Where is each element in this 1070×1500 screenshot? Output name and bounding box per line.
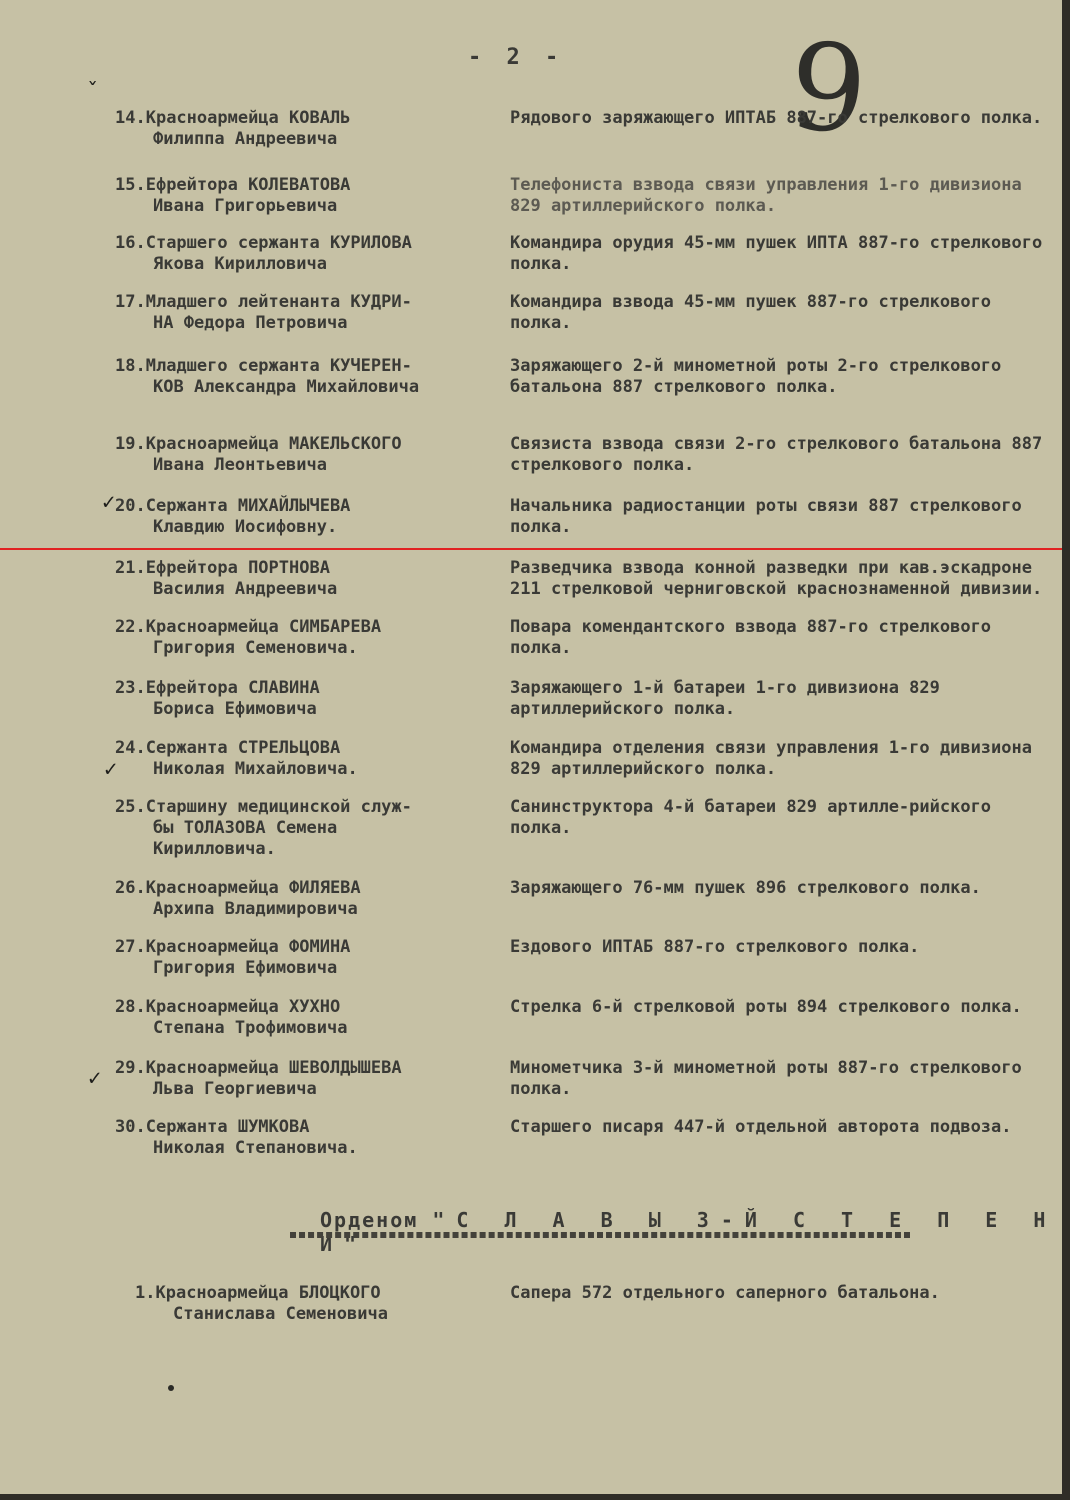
recipient-name: Льва Георгиевича: [153, 1079, 317, 1099]
recipient-position: Связиста взвода связи 2-го стрелкового батальона 887 стрелкового полка.: [510, 434, 1043, 475]
entry-number: 27.: [115, 937, 146, 957]
heading-underline: [290, 1232, 910, 1238]
recipient-name: Григория Ефимовича: [153, 958, 338, 978]
entry-number: 24.: [115, 738, 146, 758]
recipient-name: Григория Семеновича.: [153, 638, 358, 658]
recipient: [115, 233, 500, 275]
recipient-position: Разведчика взвода конной разведки при кав.эскадроне 211 стрелковой черниговской краснознаменной дивизии.: [510, 558, 1043, 599]
recipient-name: Архипа Владимировича: [153, 899, 358, 919]
recipient-rank-surname: Красноармейца СИМБАРЕВА: [145, 617, 382, 637]
margin-mark: ˇ: [86, 80, 100, 105]
recipient-name: Степана Трофимовича: [153, 1018, 348, 1038]
recipient-name: Клавдию Иосифовну.: [153, 517, 338, 537]
recipient-name: Ивана Григорьевича: [153, 196, 338, 216]
recipient: [115, 997, 500, 1039]
entry-number: 17.: [115, 292, 146, 312]
recipient-name: НА Федора Петровича: [153, 313, 348, 333]
entry-number: 14.: [115, 108, 146, 128]
recipient-position: Рядового заряжающего ИПТАБ 887-го стрелкового полка.: [510, 108, 1043, 128]
recipient-position: Старшего писаря 447-й отдельной авторота подвоза.: [510, 1117, 1012, 1137]
entry-number: 18.: [115, 356, 146, 376]
recipient-name: Николая Степановича.: [153, 1138, 358, 1158]
recipient-position: Командира отделения связи управления 1-го дивизиона 829 артиллерийского полка.: [510, 738, 1032, 779]
recipient-rank-surname: Красноармейца ФИЛЯЕВА: [145, 878, 361, 898]
margin-mark: ✓: [102, 490, 116, 515]
entry-number: 21.: [115, 558, 146, 578]
section-heading-prefix: Орденом: [320, 1208, 419, 1232]
recipient-rank-surname: Сержанта МИХАЙЛЫЧЕВА: [145, 496, 351, 516]
recipient: [115, 558, 500, 600]
entry-number: 28.: [115, 997, 146, 1017]
entry-number: 30.: [115, 1117, 146, 1137]
recipient-position: Заряжающего 2-й минометной роты 2-го стрелкового батальона 887 стрелкового полка.: [510, 356, 1002, 397]
recipient-rank-surname: Сержанта СТРЕЛЬЦОВА: [145, 738, 341, 758]
recipient: [115, 434, 500, 476]
recipient: [115, 738, 500, 780]
recipient: [115, 175, 500, 217]
recipient-rank-surname: Красноармейца КОВАЛЬ: [145, 108, 351, 128]
recipient-position: Заряжающего 76-мм пушек 896 стрелкового полка.: [510, 878, 981, 898]
recipient: [115, 356, 500, 398]
recipient: [115, 1117, 500, 1159]
entry-number: 29.: [115, 1058, 146, 1078]
entry-number: 26.: [115, 878, 146, 898]
recipient-position: Заряжающего 1-й батареи 1-го дивизиона 829 артиллерийского полка.: [510, 678, 940, 719]
recipient: [115, 496, 500, 538]
entry-number: 20.: [115, 496, 146, 516]
handwritten-folio-number: 9: [785, 17, 872, 162]
recipient-rank-surname: Сержанта ШУМКОВА: [145, 1117, 310, 1137]
recipient: [115, 937, 500, 979]
recipient: [135, 1283, 520, 1325]
recipient-name: Бориса Ефимовича: [153, 699, 317, 719]
recipient-position: Минометчика 3-й минометной роты 887-го стрелкового полка.: [510, 1058, 1022, 1099]
ink-dot: [168, 1385, 174, 1391]
entry-number: 19.: [115, 434, 146, 454]
section-heading-title: "С Л А В Ы 3-Й С Т Е П Е Н И": [320, 1208, 1058, 1256]
recipient: [115, 678, 500, 720]
recipient-rank-surname: Красноармейца МАКЕЛЬСКОГО: [145, 434, 402, 454]
recipient-rank-surname: Красноармейца ШЕВОЛДЫШЕВА: [145, 1058, 402, 1078]
red-marker-line: [0, 548, 1066, 550]
recipient-position: Ездового ИПТАБ 887-го стрелкового полка.: [510, 937, 920, 957]
recipient-name: бы ТОЛАЗОВА Семена: [153, 818, 338, 838]
recipient: [115, 108, 500, 150]
scan-edge-bottom: [0, 1494, 1070, 1500]
recipient-position: Командира взвода 45-мм пушек 887-го стрелкового полка.: [510, 292, 992, 333]
entry-number: 25.: [115, 797, 146, 817]
recipient-rank-surname: Красноармейца ФОМИНА: [145, 937, 351, 957]
margin-mark: ✓: [104, 757, 118, 782]
recipient-rank-surname: Старшего сержанта КУРИЛОВА: [145, 233, 412, 253]
recipient-patronymic: Кирилловича.: [153, 839, 276, 859]
recipient-name: Василия Андреевича: [153, 579, 338, 599]
recipient-rank-surname: Младшего лейтенанта КУДРИ-: [145, 292, 412, 312]
recipient-rank-surname: Ефрейтора ПОРТНОВА: [145, 558, 330, 578]
entry-number: 1.: [135, 1283, 156, 1303]
recipient: [115, 797, 500, 860]
recipient-name: Николая Михайловича.: [153, 759, 358, 779]
entry-number: 22.: [115, 617, 146, 637]
recipient-rank-surname: Красноармейца БЛОЦКОГО: [155, 1283, 381, 1303]
recipient-rank-surname: Младшего сержанта КУЧЕРЕН-: [145, 356, 412, 376]
recipient-rank-surname: Старшину медицинской служ-: [145, 797, 412, 817]
entry-number: 23.: [115, 678, 146, 698]
recipient-position: Повара комендантского взвода 887-го стрелкового полка.: [510, 617, 992, 658]
recipient-name: Якова Кирилловича: [153, 254, 327, 274]
recipient-position: Командира орудия 45-мм пушек ИПТА 887-го стрелкового полка.: [510, 233, 1043, 274]
margin-mark: ✓: [88, 1066, 102, 1091]
recipient-position: Стрелка 6-й стрелковой роты 894 стрелкового полка.: [510, 997, 1022, 1017]
recipient-name: Филиппа Андреевича: [153, 129, 338, 149]
recipient-position: Сапера 572 отдельного саперного батальона.: [510, 1283, 940, 1303]
recipient: [115, 292, 500, 334]
recipient: [115, 1058, 500, 1100]
recipient: [115, 617, 500, 659]
recipient-name: Станислава Семеновича: [173, 1304, 388, 1324]
recipient-rank-surname: Ефрейтора СЛАВИНА: [145, 678, 320, 698]
recipient-rank-surname: Красноармейца ХУХНО: [145, 997, 341, 1017]
entry-number: 16.: [115, 233, 146, 253]
entry-number: 15.: [115, 175, 146, 195]
recipient-position: Санинструктора 4-й батареи 829 артилле-рийского полка.: [510, 797, 992, 838]
recipient-name: КОВ Александра Михайловича: [153, 377, 420, 397]
page-number: - 2 -: [468, 45, 565, 70]
recipient-rank-surname: Ефрейтора КОЛЕВАТОВА: [145, 175, 351, 195]
recipient: [115, 878, 500, 920]
recipient-position: Телефониста взвода связи управления 1-го дивизиона 829 артиллерийского полка.: [510, 175, 1022, 216]
recipient-position: Начальника радиостанции роты связи 887 стрелкового полка.: [510, 496, 1022, 537]
recipient-name: Ивана Леонтьевича: [153, 455, 327, 475]
scan-edge-right: [1062, 0, 1070, 1500]
